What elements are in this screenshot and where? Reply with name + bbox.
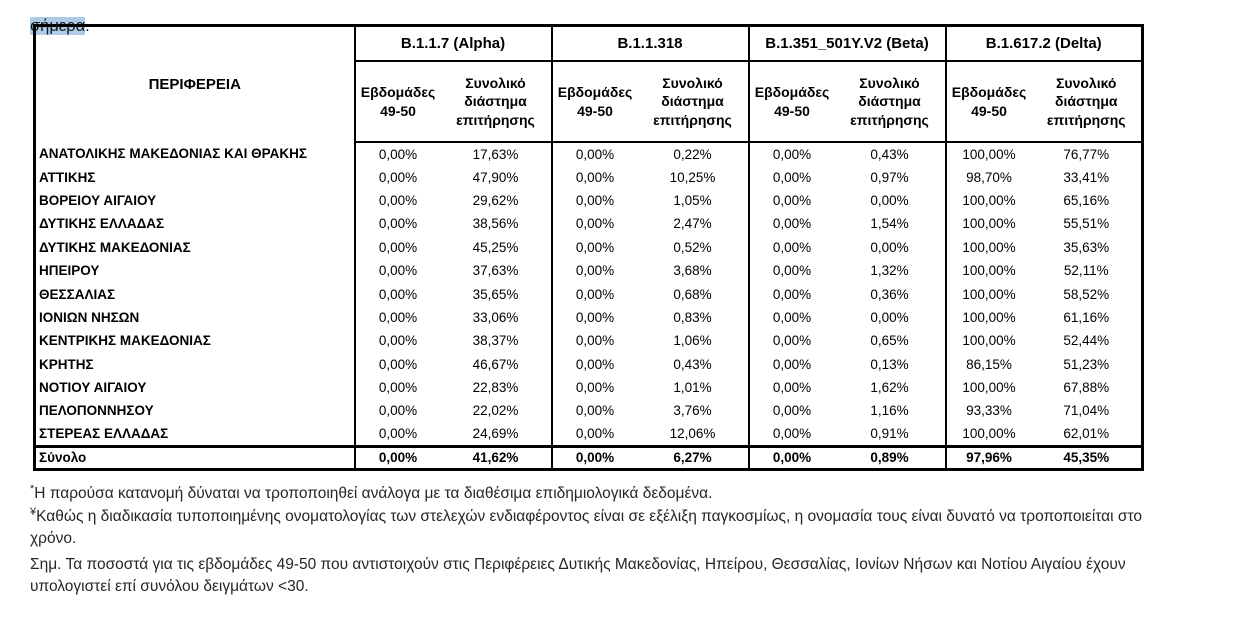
weeks-49-50-value: 100,00% (946, 329, 1032, 352)
subheader-surveillance: Συνολικό διάστημα επιτήρησης (835, 61, 946, 142)
region-name: ΝΟΤΙΟΥ ΑΙΓΑΙΟΥ (39, 380, 147, 396)
weeks-49-50-value: 0,00% (749, 142, 835, 165)
table-row (35, 189, 1143, 212)
footnote-2 (30, 506, 1160, 551)
footnote-1-text: Η παρούσα κατανομή δύναται να τροποποιηθεί ανάλογα με τα διαθέσιμα επιδημιολογικά δεδομένα. (34, 485, 713, 502)
surveillance-period-value: 0,68% (673, 286, 712, 302)
table-body (35, 142, 1143, 469)
weeks-49-50-value: 0,00% (749, 329, 835, 352)
intro-period: . (85, 16, 90, 35)
surveillance-period-value: 1,16% (870, 403, 909, 419)
weeks-49-50-value: 0,00% (552, 306, 638, 329)
weeks-49-50-value: 0,00% (749, 376, 835, 399)
surveillance-period-value: 61,16% (1063, 309, 1110, 325)
surveillance-period-value: 0,43% (870, 146, 909, 162)
surveillance-period-value: 55,51% (1063, 216, 1110, 232)
weeks-49-50-value: 0,00% (355, 142, 441, 165)
surveillance-period-value: 35,65% (472, 286, 519, 302)
surveillance-period-value: 0,89% (835, 446, 946, 469)
weeks-49-50-value: 100,00% (946, 259, 1032, 282)
table-row (35, 353, 1143, 376)
weeks-49-50-value: 0,00% (355, 353, 441, 376)
variant-header-alpha: B.1.1.7 (Alpha) (355, 26, 552, 62)
weeks-49-50-value: 0,00% (552, 236, 638, 259)
surveillance-period-value: 76,77% (1063, 146, 1110, 162)
surveillance-period-value: 0,43% (673, 356, 712, 372)
surveillance-period-value: 38,56% (472, 216, 519, 232)
weeks-49-50-value: 100,00% (946, 306, 1032, 329)
weeks-49-50-value: 0,00% (749, 282, 835, 305)
surveillance-period-value: 65,16% (1063, 192, 1110, 208)
surveillance-period-value: 0,00% (870, 309, 909, 325)
weeks-49-50-value: 0,00% (355, 282, 441, 305)
weeks-49-50-value: 100,00% (946, 376, 1032, 399)
surveillance-period-value: 0,91% (870, 426, 909, 442)
weeks-49-50-value: 93,33% (946, 399, 1032, 422)
weeks-49-50-value: 0,00% (552, 423, 638, 446)
surveillance-period-value: 62,01% (1063, 426, 1110, 442)
subheader-surveillance: Συνολικό διάστημα επιτήρησης (638, 61, 749, 142)
surveillance-period-value: 67,88% (1063, 380, 1110, 396)
surveillance-period-value: 0,00% (870, 239, 909, 255)
surveillance-period-value: 47,90% (472, 169, 519, 185)
weeks-49-50-value: 0,00% (749, 353, 835, 376)
variant-header-b11318: B.1.1.318 (552, 26, 749, 62)
region-name: ΚΕΝΤΡΙΚΗΣ ΜΑΚΕΔΟΝΙΑΣ (39, 333, 211, 349)
surveillance-period-value: 0,65% (870, 333, 909, 349)
table-row (35, 376, 1143, 399)
weeks-49-50-value: 0,00% (355, 399, 441, 422)
weeks-49-50-value: 86,15% (946, 353, 1032, 376)
footnote-1 (30, 483, 1160, 506)
footnote-2-text: Καθώς η διαδικασία τυποποιημένης ονοματολογίας των στελεχών ενδιαφέροντος είναι σε εξέλιξη παγκοσμίως, η ονομασία τους είναι δυνατό να τροποποιείται στο χρόνο. (30, 507, 1142, 547)
surveillance-period-value: 2,47% (673, 216, 712, 232)
table-row (35, 329, 1143, 352)
surveillance-period-value: 41,62% (441, 446, 552, 469)
region-name: ΑΤΤΙΚΗΣ (39, 169, 96, 185)
surveillance-period-value: 0,97% (870, 169, 909, 185)
weeks-49-50-value: 0,00% (749, 236, 835, 259)
surveillance-period-value: 71,04% (1063, 403, 1110, 419)
weeks-49-50-value: 0,00% (355, 376, 441, 399)
weeks-49-50-value: 0,00% (749, 446, 835, 469)
total-label: Σύνολο (35, 446, 355, 469)
table-row (35, 399, 1143, 422)
surveillance-period-value: 51,23% (1063, 356, 1110, 372)
surveillance-period-value: 1,32% (870, 263, 909, 279)
surveillance-period-value: 1,62% (870, 380, 909, 396)
surveillance-period-value: 22,02% (472, 403, 519, 419)
surveillance-period-value: 52,44% (1063, 333, 1110, 349)
table-row (35, 306, 1143, 329)
weeks-49-50-value: 0,00% (552, 189, 638, 212)
table-row (35, 423, 1143, 446)
surveillance-period-value: 6,27% (638, 446, 749, 469)
surveillance-period-value: 38,37% (472, 333, 519, 349)
weeks-49-50-value: 0,00% (552, 353, 638, 376)
weeks-49-50-value: 0,00% (749, 259, 835, 282)
weeks-49-50-value: 0,00% (355, 212, 441, 235)
surveillance-period-value: 33,06% (472, 309, 519, 325)
surveillance-period-value: 52,11% (1063, 263, 1109, 279)
weeks-49-50-value: 97,96% (946, 446, 1032, 469)
weeks-49-50-value: 0,00% (552, 142, 638, 165)
footnote-2-marker: ¥ (30, 505, 37, 518)
surveillance-period-value: 0,13% (870, 356, 909, 372)
weeks-49-50-value: 0,00% (355, 236, 441, 259)
weeks-49-50-value: 0,00% (749, 399, 835, 422)
region-name: ΣΤΕΡΕΑΣ ΕΛΛΑΔΑΣ (39, 426, 169, 442)
region-name: ΒΟΡΕΙΟΥ ΑΙΓΑΙΟΥ (39, 192, 157, 208)
surveillance-period-value: 1,01% (673, 380, 712, 396)
surveillance-period-value: 0,83% (673, 309, 712, 325)
surveillance-period-value: 46,67% (472, 356, 519, 372)
footnotes (30, 483, 1160, 599)
weeks-49-50-value: 100,00% (946, 212, 1032, 235)
surveillance-period-value: 35,63% (1063, 239, 1110, 255)
surveillance-period-value: 0,36% (870, 286, 909, 302)
surveillance-period-value: 45,35% (1032, 446, 1143, 469)
weeks-49-50-value: 100,00% (946, 189, 1032, 212)
weeks-49-50-value: 100,00% (946, 282, 1032, 305)
weeks-49-50-value: 0,00% (355, 306, 441, 329)
region-name: ΠΕΛΟΠΟΝΝΗΣΟΥ (39, 403, 154, 419)
weeks-49-50-value: 0,00% (749, 306, 835, 329)
surveillance-period-value: 10,25% (669, 169, 716, 185)
variant-header-beta: B.1.351_501Y.V2 (Beta) (749, 26, 946, 62)
table-row (35, 212, 1143, 235)
surveillance-period-value: 1,05% (673, 192, 712, 208)
region-column-header: ΠΕΡΙΦΕΡΕΙΑ (148, 76, 241, 93)
footnote-1-marker: * (30, 482, 35, 495)
surveillance-period-value: 0,22% (673, 146, 712, 162)
weeks-49-50-value: 0,00% (552, 165, 638, 188)
weeks-49-50-value: 0,00% (355, 423, 441, 446)
surveillance-period-value: 1,54% (870, 216, 909, 232)
surveillance-period-value: 45,25% (472, 239, 519, 255)
weeks-49-50-value: 0,00% (355, 259, 441, 282)
weeks-49-50-value: 0,00% (749, 423, 835, 446)
region-name: ΙΟΝΙΩΝ ΝΗΣΩΝ (39, 309, 140, 325)
table-row (35, 282, 1143, 305)
surveillance-period-value: 29,62% (472, 192, 519, 208)
surveillance-period-value: 0,00% (870, 192, 909, 208)
weeks-49-50-value: 0,00% (552, 399, 638, 422)
region-name: ΗΠΕΙΡΟΥ (39, 263, 100, 279)
table-row (35, 259, 1143, 282)
subheader-surveillance: Συνολικό διάστημα επιτήρησης (441, 61, 552, 142)
region-name: ΘΕΣΣΑΛΙΑΣ (39, 286, 116, 302)
footnote-3 (30, 554, 1160, 599)
surveillance-period-value: 33,41% (1063, 169, 1110, 185)
table-row (35, 142, 1143, 165)
table-row (35, 236, 1143, 259)
footnote-3-text: Σημ. Τα ποσοστά για τις εβδομάδες 49-50 που αντιστοιχούν στις Περιφέρειες Δυτικής Μακεδονίας, Ηπείρου, Θεσσαλίας, Ιονίων Νήσων και Νοτίου Αιγαίου έχουν υπολογιστεί επί συνόλου δειγμάτων <30. (30, 555, 1126, 595)
region-name: ΔΥΤΙΚΗΣ ΕΛΛΑΔΑΣ (39, 216, 165, 232)
weeks-49-50-value: 100,00% (946, 423, 1032, 446)
weeks-49-50-value: 100,00% (946, 236, 1032, 259)
table-row (35, 165, 1143, 188)
weeks-49-50-value: 0,00% (355, 165, 441, 188)
subheader-surveillance: Συνολικό διάστημα επιτήρησης (1032, 61, 1143, 142)
weeks-49-50-value: 0,00% (552, 329, 638, 352)
weeks-49-50-value: 0,00% (552, 212, 638, 235)
surveillance-period-value: 17,63% (472, 146, 519, 162)
subheader-weeks: Εβδομάδες 49-50 (355, 61, 441, 142)
surveillance-period-value: 3,68% (673, 263, 712, 279)
weeks-49-50-value: 0,00% (355, 189, 441, 212)
highlighted-word: σήμερα (30, 16, 86, 35)
subheader-weeks: Εβδομάδες 49-50 (552, 61, 638, 142)
surveillance-period-value: 3,76% (673, 403, 712, 419)
weeks-49-50-value: 0,00% (552, 376, 638, 399)
weeks-49-50-value: 0,00% (552, 446, 638, 469)
subheader-weeks: Εβδομάδες 49-50 (749, 61, 835, 142)
surveillance-period-value: 12,06% (669, 426, 716, 442)
region-name: ΔΥΤΙΚΗΣ ΜΑΚΕΔΟΝΙΑΣ (39, 239, 191, 255)
region-name: ΚΡΗΤΗΣ (39, 356, 94, 372)
weeks-49-50-value: 0,00% (355, 329, 441, 352)
subheader-weeks: Εβδομάδες 49-50 (946, 61, 1032, 142)
weeks-49-50-value: 0,00% (749, 189, 835, 212)
surveillance-period-value: 37,63% (472, 263, 519, 279)
surveillance-period-value: 22,83% (472, 380, 519, 396)
surveillance-period-value: 1,06% (673, 333, 712, 349)
surveillance-period-value: 24,69% (472, 426, 519, 442)
weeks-49-50-value: 0,00% (355, 446, 441, 469)
total-row (35, 446, 1143, 469)
surveillance-period-value: 0,52% (673, 239, 712, 255)
region-name: ΑΝΑΤΟΛΙΚΗΣ ΜΑΚΕΔΟΝΙΑΣ ΚΑΙ ΘΡΑΚΗΣ (39, 146, 307, 162)
weeks-49-50-value: 0,00% (552, 282, 638, 305)
weeks-49-50-value: 0,00% (552, 259, 638, 282)
weeks-49-50-value: 0,00% (749, 212, 835, 235)
weeks-49-50-value: 98,70% (946, 165, 1032, 188)
variant-header-delta: B.1.617.2 (Delta) (946, 26, 1143, 62)
weeks-49-50-value: 100,00% (946, 142, 1032, 165)
surveillance-period-value: 58,52% (1063, 286, 1110, 302)
variants-by-region-table (33, 24, 1144, 471)
weeks-49-50-value: 0,00% (749, 165, 835, 188)
